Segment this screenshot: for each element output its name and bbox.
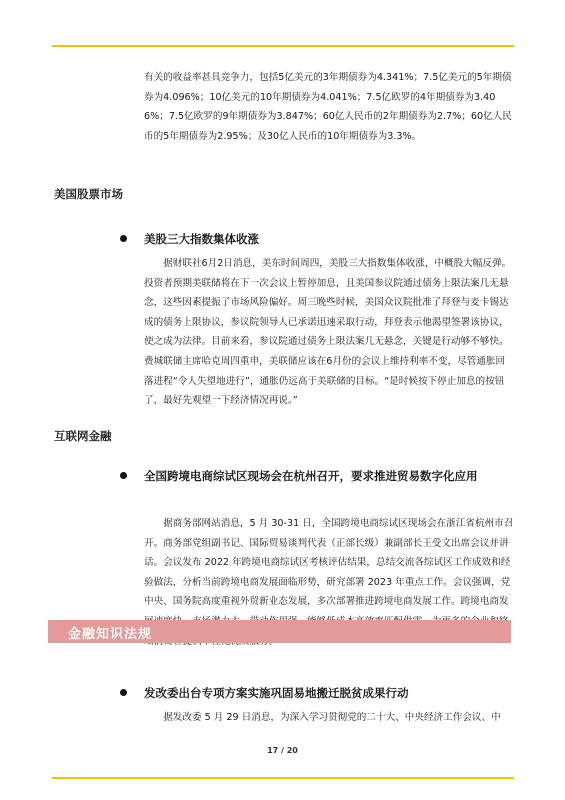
paragraph-ndrc: 据发改委 5 月 29 日消息，为深入学习贯彻党的二十大、中央经济工作会议、中 <box>163 712 501 723</box>
band-title: 金融知识法规 <box>68 627 153 642</box>
header-rule <box>52 45 514 47</box>
section-title-us-stocks: 美国股票市场 <box>54 187 123 201</box>
footer-rule <box>52 777 514 779</box>
bullet-heading-ndrc: 发改委出台专项方案实施巩固易地搬迁脱贫成果行动 <box>144 681 514 705</box>
section-band-financial-regulations <box>48 620 511 643</box>
bullet-icon <box>120 689 127 696</box>
bullet-icon <box>120 472 127 479</box>
intro-paragraph: 有关的收益率甚具竞争力，包括5亿美元的3年期债券为4.341%；7.5亿美元的5年期债券为4.096%；10亿美元的10年期债券为4.041%；7.5亿欧罗的4年期债券为3.406%；7.5亿欧罗的9年期债券为3.847%；60亿人民币的2年期债券为2.7%；60亿人民币的5年期债券为2.95%；及30亿人民币的10年期债券为3.3%。 <box>144 72 512 142</box>
paragraph-us-stocks: 据财联社6月2日消息，美东时间周四，美股三大指数集体收涨，中概股大幅反弹。投资者预期美联储将在下一次会议上暂停加息，且美国参议院通过债务上限法案几无悬念，这些因素提振了市场风险偏好。周三晚些时候，美国众议院批准了拜登与麦卡锡达成的债务上限协议，参议院领导人已承诺迅速采取行动，拜登表示他渴望签署该协议，使之成为法律。目前来看，参议院通过债务上限法案几无悬念，关键是行动够不够快。费城联储主席哈克周四重申，美联储应该在6月份的会议上维持利率不变，尽管通胀回落进程“令人失望地进行”，通胀仍远高于美联储的目标。“是时候按下停止加息的按钮了，最好先观望一下经济情况再说。” <box>144 258 512 407</box>
page-number: 17 / 20 <box>267 746 298 755</box>
bullet-icon <box>120 235 127 242</box>
section-title-internet-finance: 互联网金融 <box>54 429 112 443</box>
bullet-heading-us-stocks: 美股三大指数集体收涨 <box>144 227 514 251</box>
bullet-heading-cross-border: 全国跨境电商综试区现场会在杭州召开，要求推进贸易数字化应用 <box>144 464 514 488</box>
paragraph-cross-border: 据商务部网站消息，5 月 30-31 日，全国跨境电商综试区现场会在浙江省杭州市召开。商务部党组副书记、国际贸易谈判代表（正部长级）兼副部长王受文出席会议并讲话。会议发布 2022 年跨境电商综试区考核评估结果，总结交流各综试区工作成效和经验做法，分析当前跨境电商发展面临形势，研究部署 2023 年重点工作。会议强调，党中央、国务院高度重视外贸新业态发展，多次部署推进跨境电商发展工作。跨境电商发 <box>144 518 514 608</box>
